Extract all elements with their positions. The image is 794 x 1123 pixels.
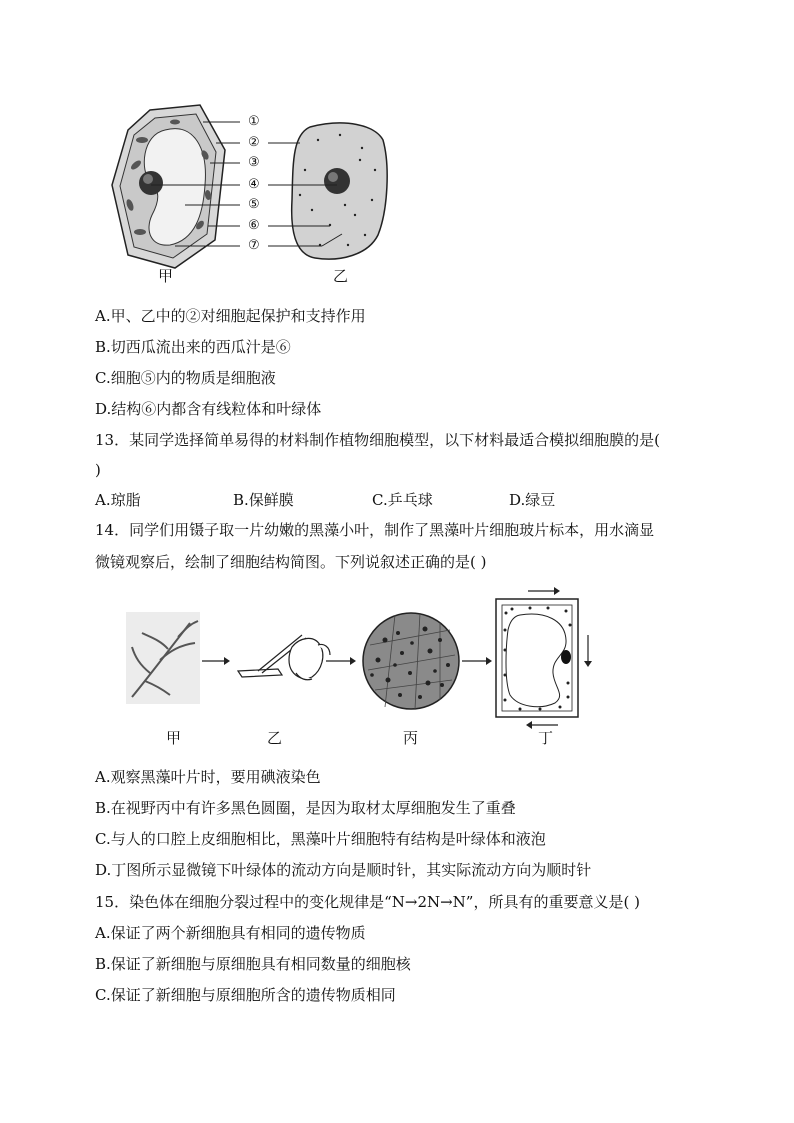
q14-caption-bing: 丙 bbox=[403, 729, 419, 747]
diagram-label-1: ① bbox=[248, 114, 260, 129]
slide-and-tweezers bbox=[238, 635, 330, 680]
q12-option-b: B.切西瓜流出来的西瓜汁是⑥ bbox=[95, 338, 291, 356]
q14-option-b: B.在视野丙中有许多黑色圆圈，是因为取材太厚细胞发生了重叠 bbox=[95, 799, 516, 817]
q14-stem-line2: 微镜观察后，绘制了细胞结构简图。下列说叙述正确的是( ) bbox=[95, 553, 487, 571]
q13-option-d: D.绿豆 bbox=[509, 491, 556, 509]
q15-option-a: A.保证了两个新细胞具有相同的遗传物质 bbox=[95, 924, 366, 942]
diagram-label-5: ⑤ bbox=[248, 197, 260, 212]
q12-option-d: D.结构⑥内都含有线粒体和叶绿体 bbox=[95, 400, 322, 418]
q14-caption-yi: 乙 bbox=[267, 729, 283, 747]
diagram-label-2: ② bbox=[248, 135, 260, 150]
chloroplast bbox=[134, 229, 146, 235]
q15-stem: 15．染色体在细胞分裂过程中的变化规律是“N→2N→N”，所具有的重要意义是( ) bbox=[95, 893, 640, 911]
q13-option-a: A.琼脂 bbox=[95, 491, 141, 509]
caption-jia: 甲 bbox=[158, 267, 174, 285]
q14-option-a: A.观察黑藻叶片时，要用碘液染色 bbox=[95, 768, 321, 786]
q12-option-a: A.甲、乙中的②对细胞起保护和支持作用 bbox=[95, 307, 366, 325]
q13-option-b: B.保鲜膜 bbox=[233, 491, 294, 509]
caption-yi: 乙 bbox=[333, 267, 349, 285]
q15-option-b: B.保证了新细胞与原细胞具有相同数量的细胞核 bbox=[95, 955, 411, 973]
q14-option-d: D.丁图所示显微镜下叶绿体的流动方向是顺时针，其实际流动方向为顺时针 bbox=[95, 861, 592, 879]
diagram-label-7: ⑦ bbox=[248, 238, 260, 253]
diagram-label-3: ③ bbox=[248, 155, 260, 170]
q14-caption-jia: 甲 bbox=[166, 729, 182, 747]
nucleus-highlight bbox=[328, 172, 338, 182]
chloroplast bbox=[136, 137, 148, 143]
q14-option-c: C.与人的口腔上皮细胞相比，黑藻叶片细胞特有结构是叶绿体和液泡 bbox=[95, 830, 546, 848]
chloroplast bbox=[170, 120, 180, 125]
animal-cell-nucleus bbox=[324, 168, 350, 194]
q13-stem-line2: ) bbox=[95, 461, 101, 479]
diagram-label-6: ⑥ bbox=[248, 218, 260, 233]
q12-option-c: C.细胞⑤内的物质是细胞液 bbox=[95, 369, 276, 387]
q14-stem-line1: 14．同学们用镊子取一片幼嫩的黑藻小叶，制作了黑藻叶片细胞玻片标本，用水滴显 bbox=[95, 521, 655, 539]
q13-stem-line1: 13．某同学选择简单易得的材料制作植物细胞模型，以下材料最适合模拟细胞膜的是( bbox=[95, 431, 660, 449]
q14-caption-ding: 丁 bbox=[538, 729, 554, 747]
q13-option-c: C.乒乓球 bbox=[372, 491, 433, 509]
cell-diagram-figure bbox=[0, 0, 794, 300]
q14-process-figure bbox=[0, 585, 794, 745]
nucleus-ding bbox=[561, 650, 571, 664]
nucleus-highlight bbox=[143, 174, 153, 184]
q15-option-c: C.保证了新细胞与原细胞所含的遗传物质相同 bbox=[95, 986, 396, 1004]
diagram-label-4: ④ bbox=[248, 177, 260, 192]
